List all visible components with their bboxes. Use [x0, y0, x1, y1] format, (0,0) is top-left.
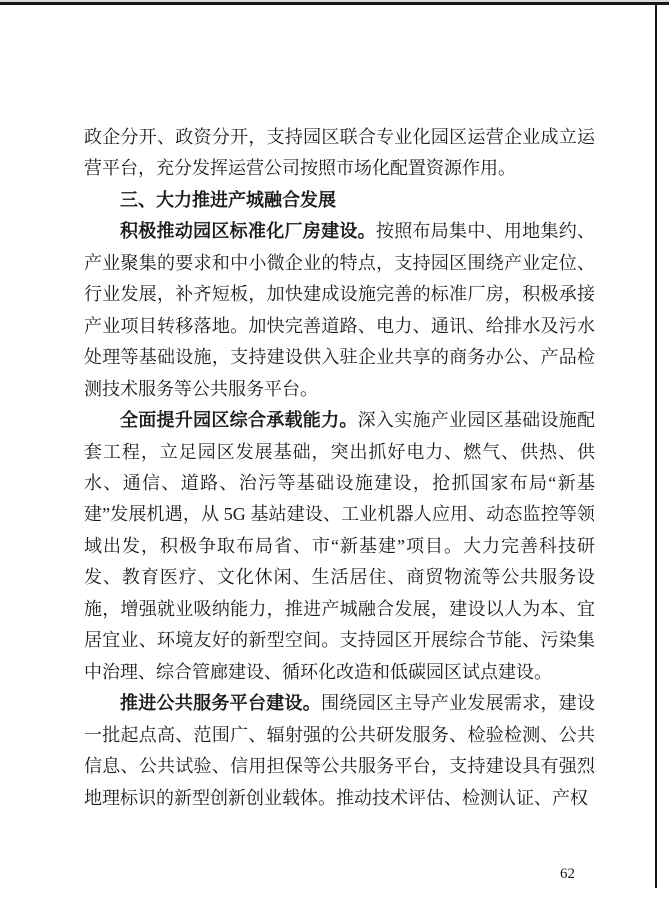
paragraph-body: 按照布局集中、用地集约、产业聚集的要求和中小微企业的特点，支持园区围绕产业定位、行业发展，补齐短板，加快建成设施完善的标准厂房，积极承接产业项目转移落地。加快完善道路、电力、通讯、给排水及污水处理等基础设施，支持建设供入驻企业共享的商务办公、产品检测技术服务等公共服务平台。 — [84, 221, 596, 399]
paragraph-body: 深入实施产业园区基础设施配套工程，立足园区发展基础，突出抓好电力、燃气、供热、供水、通信、道路、治污等基础设施建设，抢抓国家布局“新基建”发展机遇，从 5G 基站建设、工业机器人应用、动态监控等领域出发，积极争取布局省、市“新基建”项目。大力完善科技研发、教育医疗、文化休闲、生活居住、商贸物流等公共服务设施，增强就业吸纳能力，推进产城融合发展，建设以人为本、宜居宜业、环境友好的新型空间。支持园区开展综合节能、污染集中治理、综合管廊建设、循环化改造和低碳园区试点建设。 — [84, 410, 595, 682]
scan-right-edge-line — [655, 5, 657, 888]
paragraph-lead: 推进公共服务平台建设。 — [120, 693, 322, 714]
paragraph-standard-factory — [84, 216, 595, 405]
paragraph-body: 围绕园区主导产业发展需求，建设一批起点高、范围广、辐射强的公共研发服务、检验检测、公共信息、公共试验、信用担保等公共服务平台，支持建设具有强烈地理标识的新型创新创业载体。推动技术评估、检测认证、产权 — [84, 693, 596, 808]
paragraph-lead: 积极推动园区标准化厂房建设。 — [120, 221, 376, 242]
paragraph-public-service-platform — [84, 688, 595, 814]
page-text-block — [84, 122, 595, 814]
paragraph-lead: 全面提升园区综合承载能力。 — [120, 410, 358, 431]
section-heading: 三、大力推进产城融合发展 — [120, 189, 336, 210]
continuation-paragraph: 政企分开、政资分开，支持园区联合专业化园区运营企业成立运营平台，充分发挥运营公司按照市场化配置资源作用。 — [84, 127, 595, 179]
page-number: 62 — [560, 866, 575, 882]
paragraph-carrying-capacity — [84, 405, 595, 688]
scan-top-edge-line — [0, 2, 669, 5]
